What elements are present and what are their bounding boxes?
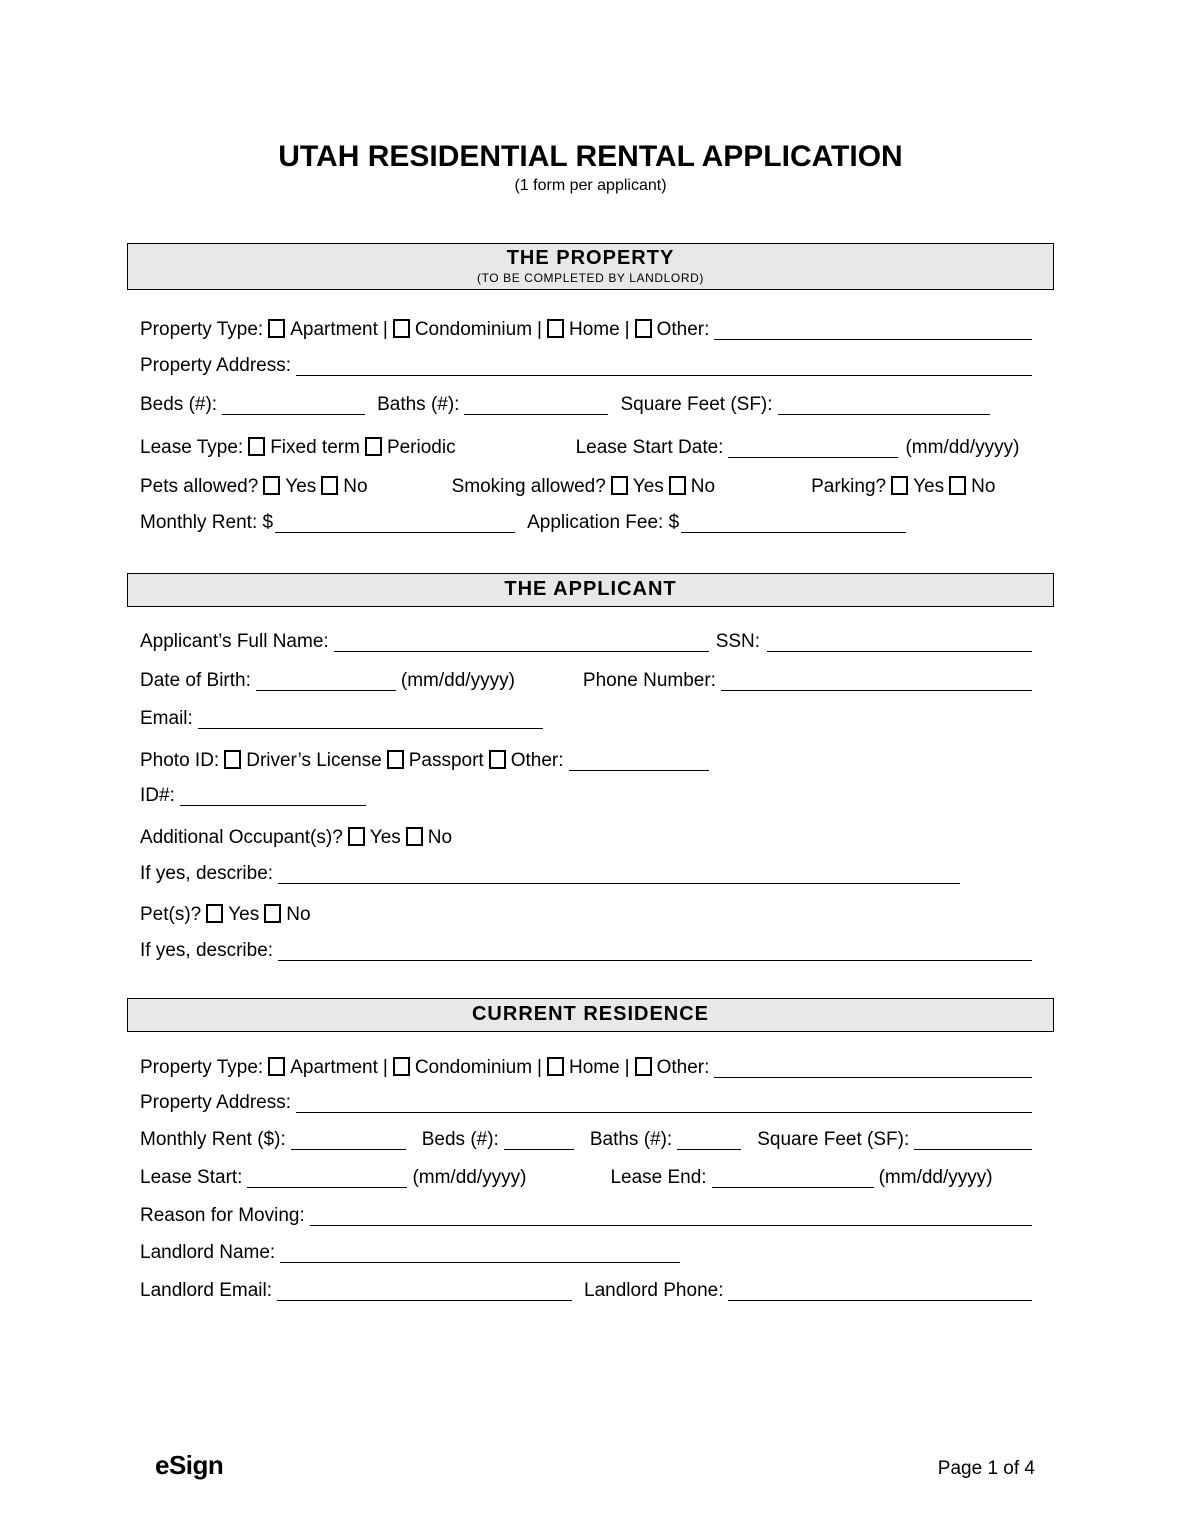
applicant-rows: [127, 631, 1054, 978]
input-line-lease-start-date[interactable]: [728, 444, 898, 458]
label-no: No: [343, 475, 368, 497]
input-line-email[interactable]: [198, 715, 543, 729]
checkbox-occupants-yes[interactable]: [348, 827, 365, 846]
input-line-phone[interactable]: [721, 677, 1032, 691]
input-line-property-other[interactable]: [714, 326, 1032, 340]
separator: |: [382, 1057, 388, 1078]
label-lease-start-date: Lease Start Date:: [575, 436, 724, 458]
label-no: No: [286, 904, 311, 926]
checkbox-current-condominium[interactable]: [393, 1057, 410, 1076]
property-rows: [127, 316, 1054, 551]
label-date-format: (mm/dd/yyyy): [905, 436, 1020, 458]
form-row-pets-smoking-parking: [140, 473, 1032, 512]
form-row-landlord-contact: [140, 1280, 1032, 1318]
label-no: No: [690, 475, 716, 497]
label-if-yes-describe: If yes, describe:: [140, 939, 274, 961]
input-line-beds[interactable]: [222, 401, 365, 415]
checkbox-smoking-yes[interactable]: [611, 476, 628, 495]
label-full-name: Applicant’s Full Name:: [140, 631, 329, 652]
label-other: Other:: [510, 749, 564, 771]
label-email: Email:: [140, 708, 193, 730]
form-row-occupants-describe: [140, 863, 1032, 902]
label-date-format: (mm/dd/yyyy): [412, 1167, 527, 1189]
label-no: No: [427, 826, 453, 848]
label-monthly-rent: Monthly Rent ($):: [140, 1129, 286, 1151]
form-row-current-type: [140, 1054, 1032, 1092]
label-smoking-allowed: Smoking allowed?: [451, 475, 606, 497]
separator: |: [537, 1057, 542, 1078]
title-block: [0, 140, 1181, 195]
label-yes: Yes: [632, 475, 664, 497]
section-the-property: [127, 243, 1054, 551]
input-line-baths[interactable]: [464, 401, 608, 415]
checkbox-property-home[interactable]: [547, 319, 564, 338]
input-line-current-lease-start[interactable]: [247, 1174, 407, 1188]
section-title: THE PROPERTY: [506, 247, 675, 269]
checkbox-current-other[interactable]: [635, 1057, 652, 1076]
label-application-fee: Application Fee: $: [527, 511, 680, 533]
page-number: Page 1 of 4: [937, 1458, 1035, 1479]
label-beds: Beds (#):: [140, 394, 218, 416]
label-home: Home: [568, 319, 620, 340]
form-row-pets-describe: [140, 940, 1032, 979]
checkbox-fixed-term[interactable]: [248, 437, 265, 456]
form-row-beds-baths-sqft: [140, 394, 1032, 433]
label-landlord-email: Landlord Email:: [140, 1280, 273, 1302]
label-fixed-term: Fixed term: [270, 436, 360, 458]
label-reason-for-moving: Reason for Moving:: [140, 1204, 305, 1226]
form-row-property-address: [140, 355, 1032, 394]
section-current-residence: [127, 998, 1054, 1318]
section-title: THE APPLICANT: [504, 578, 677, 600]
form-row-dob-phone: [140, 670, 1032, 709]
label-yes: Yes: [369, 826, 401, 848]
checkbox-current-home[interactable]: [547, 1057, 564, 1076]
section-header-the-applicant: [127, 573, 1054, 607]
label-lease-end: Lease End:: [610, 1167, 707, 1189]
form-row-landlord-name: [140, 1242, 1032, 1280]
label-condominium: Condominium: [414, 319, 533, 340]
input-line-current-lease-end[interactable]: [712, 1174, 874, 1188]
label-monthly-rent: Monthly Rent: $: [140, 511, 274, 533]
label-apartment: Apartment: [290, 319, 378, 340]
input-line-dob[interactable]: [256, 677, 396, 691]
label-drivers-license: Driver’s License: [246, 749, 382, 771]
input-line-current-address[interactable]: [296, 1099, 1032, 1113]
checkbox-drivers-license[interactable]: [224, 750, 241, 769]
label-other: Other:: [656, 1057, 710, 1078]
label-lease-start: Lease Start:: [140, 1167, 243, 1189]
checkbox-smoking-no[interactable]: [669, 476, 686, 495]
checkbox-parking-no[interactable]: [949, 476, 966, 495]
form-row-email: [140, 708, 1032, 747]
label-landlord-name: Landlord Name:: [140, 1242, 276, 1264]
checkbox-pets-yes[interactable]: [263, 476, 280, 495]
input-line-occupants-describe[interactable]: [278, 870, 960, 884]
checkbox-property-apartment[interactable]: [268, 319, 285, 338]
checkbox-pets-no[interactable]: [321, 476, 338, 495]
input-line-current-sqft[interactable]: [914, 1136, 1032, 1150]
checkbox-current-apartment[interactable]: [268, 1057, 285, 1076]
input-line-reason-moving[interactable]: [310, 1212, 1032, 1226]
input-line-current-other[interactable]: [714, 1064, 1032, 1078]
separator: |: [537, 319, 542, 340]
label-yes: Yes: [913, 475, 945, 497]
esign-logo: eSign: [155, 1450, 224, 1480]
checkbox-passport[interactable]: [387, 750, 404, 769]
input-line-full-name[interactable]: [334, 638, 709, 652]
form-row-current-rent-beds: [140, 1129, 1032, 1167]
checkbox-occupants-no[interactable]: [406, 827, 423, 846]
label-if-yes-describe: If yes, describe:: [140, 862, 274, 884]
input-line-photo-id-other[interactable]: [569, 757, 709, 771]
label-beds: Beds (#):: [421, 1129, 499, 1151]
form-row-lease-type: [140, 434, 1032, 473]
label-phone-number: Phone Number:: [582, 669, 716, 691]
current-residence-rows: [127, 1054, 1054, 1318]
input-line-monthly-rent[interactable]: [275, 519, 515, 533]
label-apartment: Apartment: [290, 1057, 378, 1078]
checkbox-applicant-pets-yes[interactable]: [206, 904, 223, 923]
input-line-application-fee[interactable]: [681, 519, 906, 533]
input-line-id-number[interactable]: [180, 792, 366, 806]
input-line-current-rent[interactable]: [291, 1136, 406, 1150]
label-no: No: [971, 475, 996, 497]
label-property-type: Property Type:: [140, 319, 264, 340]
label-additional-occupants: Additional Occupant(s)?: [140, 826, 343, 848]
checkbox-photo-id-other[interactable]: [489, 750, 506, 769]
section-header-the-property: [127, 243, 1054, 290]
input-line-ssn[interactable]: [767, 638, 1032, 652]
input-line-landlord-phone[interactable]: [728, 1287, 1032, 1301]
label-yes: Yes: [285, 475, 317, 497]
checkbox-periodic[interactable]: [365, 437, 382, 456]
label-baths: Baths (#):: [589, 1129, 673, 1151]
input-line-landlord-name[interactable]: [280, 1249, 680, 1263]
form-row-current-address: [140, 1092, 1032, 1130]
form-row-photo-id: [140, 747, 1032, 786]
label-id-number: ID#:: [140, 785, 175, 807]
section-the-applicant: [127, 573, 1054, 978]
label-parking: Parking?: [811, 475, 887, 497]
label-pets-allowed: Pets allowed?: [140, 475, 259, 497]
section-subtitle: (TO BE COMPLETED BY LANDLORD): [476, 271, 704, 285]
separator: |: [382, 319, 388, 340]
section-header-current-residence: [127, 998, 1054, 1032]
checkbox-parking-yes[interactable]: [891, 476, 908, 495]
checkbox-property-other[interactable]: [635, 319, 652, 338]
form-row-reason-moving: [140, 1205, 1032, 1243]
form-row-id-number: [140, 785, 1032, 824]
input-line-pets-describe[interactable]: [278, 947, 1032, 961]
label-property-address: Property Address:: [140, 1091, 292, 1113]
page-footer: [155, 1450, 1035, 1481]
label-home: Home: [568, 1057, 620, 1078]
label-baths: Baths (#):: [377, 394, 460, 416]
checkbox-property-condominium[interactable]: [393, 319, 410, 338]
form-row-additional-occupants: [140, 824, 1032, 863]
label-condominium: Condominium: [414, 1057, 533, 1078]
form-row-pets: [140, 901, 1032, 940]
label-yes: Yes: [228, 904, 260, 926]
label-date-format: (mm/dd/yyyy): [400, 669, 515, 691]
section-title: CURRENT RESIDENCE: [471, 1003, 710, 1025]
form-row-name-ssn: [140, 631, 1032, 670]
label-square-feet: Square Feet (SF):: [757, 1129, 910, 1151]
label-lease-type: Lease Type:: [140, 436, 244, 458]
label-property-address: Property Address:: [140, 355, 292, 377]
label-property-type: Property Type:: [140, 1057, 264, 1078]
input-line-landlord-email[interactable]: [277, 1287, 572, 1301]
form-row-current-lease: [140, 1167, 1032, 1205]
input-line-property-address[interactable]: [296, 362, 1032, 376]
form-row-property-type: [140, 316, 1032, 355]
separator: |: [624, 319, 630, 340]
label-ssn: SSN:: [715, 631, 761, 652]
checkbox-applicant-pets-no[interactable]: [264, 904, 281, 923]
form-row-rent-fee: [140, 512, 1032, 551]
label-pets: Pet(s)?: [140, 904, 202, 926]
separator: |: [624, 1057, 630, 1078]
input-line-current-baths[interactable]: [677, 1136, 741, 1150]
input-line-current-beds[interactable]: [504, 1136, 574, 1150]
label-date-of-birth: Date of Birth:: [140, 669, 251, 691]
input-line-square-feet[interactable]: [778, 401, 990, 415]
label-passport: Passport: [408, 749, 484, 771]
page-subtitle: (1 form per applicant): [514, 177, 667, 194]
label-landlord-phone: Landlord Phone:: [584, 1280, 724, 1302]
label-photo-id: Photo ID:: [140, 749, 220, 771]
label-other: Other:: [656, 319, 710, 340]
label-date-format: (mm/dd/yyyy): [878, 1167, 993, 1189]
label-square-feet: Square Feet (SF):: [620, 394, 773, 416]
label-periodic: Periodic: [386, 436, 456, 458]
page-title: UTAH RESIDENTIAL RENTAL APPLICATION: [278, 140, 903, 173]
